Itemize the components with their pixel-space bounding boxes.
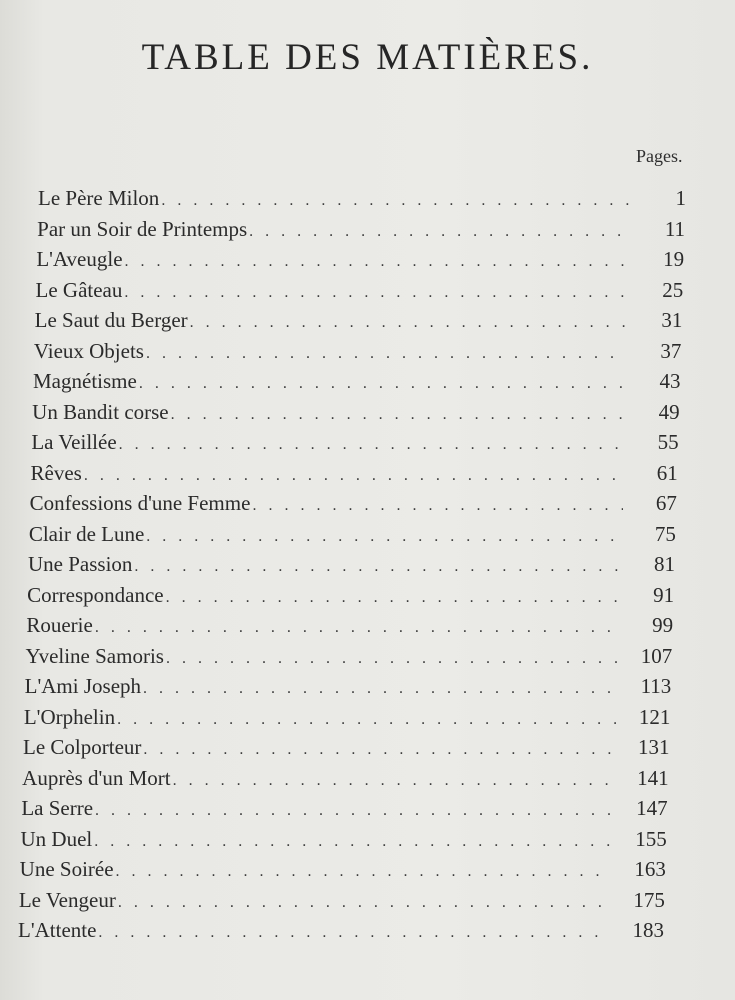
toc-entry-title: Une Soirée xyxy=(19,857,114,881)
toc-entry xyxy=(24,703,671,731)
toc-dot-leader xyxy=(94,828,613,856)
pages-column-label: Pages. xyxy=(636,146,683,166)
toc-entry-title: Par un Soir de Printemps xyxy=(37,216,248,241)
toc-entry xyxy=(30,489,677,517)
toc-dot-leader xyxy=(161,187,632,215)
toc-entry-page-number: 55 xyxy=(657,430,679,454)
toc-entry xyxy=(23,733,670,761)
toc-entry xyxy=(33,367,681,395)
toc-entry-page-number: 99 xyxy=(652,613,674,637)
toc-entry-page-number: 11 xyxy=(664,216,686,241)
toc-entry xyxy=(25,672,672,700)
toc-entry-page-number: 163 xyxy=(634,857,666,881)
toc-dot-leader xyxy=(125,248,631,276)
page-title: TABLE DES MATIÈRES. xyxy=(141,37,594,78)
toc-entry xyxy=(28,550,675,578)
toc-entry xyxy=(34,337,682,365)
toc-entry-title: Clair de Lune xyxy=(28,521,145,546)
toc-entry-title: Le Gâteau xyxy=(35,277,123,302)
toc-entry-page-number: 25 xyxy=(662,277,684,302)
toc-entry-page-number: 183 xyxy=(632,918,664,942)
toc-entry-page-number: 49 xyxy=(658,399,680,424)
toc-entry-page-number: 155 xyxy=(635,826,667,851)
toc-dot-leader xyxy=(98,919,610,947)
toc-entry-page-number: 91 xyxy=(653,582,675,607)
toc-entry-page-number: 121 xyxy=(638,704,671,729)
toc-entry xyxy=(26,611,673,639)
toc-entry-title: Vieux Objets xyxy=(33,338,144,363)
toc-dot-leader xyxy=(84,462,624,490)
toc-entry-title: Magnétisme xyxy=(33,369,137,393)
toc-entry xyxy=(37,215,685,243)
toc-entry-page-number: 175 xyxy=(633,887,665,912)
toc-entry-page-number: 107 xyxy=(640,643,673,668)
toc-entry-title: Le Vengeur xyxy=(18,887,116,912)
toc-entry xyxy=(36,245,684,273)
toc-dot-leader xyxy=(117,706,616,734)
toc-entry-title: L'Orphelin xyxy=(23,704,116,729)
toc-entry xyxy=(31,459,678,487)
toc-entry-title: Rouerie xyxy=(26,613,93,637)
toc-entry-page-number: 1 xyxy=(675,186,686,210)
toc-entry-page-number: 141 xyxy=(637,765,669,790)
toc-entry xyxy=(22,764,668,792)
toc-entry-title: Le Saut du Berger xyxy=(34,308,188,332)
toc-entry-title: Le Colporteur xyxy=(23,735,142,759)
toc-entry-title: Yveline Samoris xyxy=(25,643,164,668)
toc-entry-title: L'Attente xyxy=(18,918,97,942)
toc-entry-title: Rêves xyxy=(30,460,82,485)
toc-entry xyxy=(38,184,686,212)
toc-entry xyxy=(18,916,664,944)
toc-entry-page-number: 31 xyxy=(661,308,683,332)
toc-entry-title: L'Aveugle xyxy=(36,247,123,271)
toc-dot-leader xyxy=(95,614,619,642)
toc-entry-title: La Veillée xyxy=(31,430,117,454)
toc-entry-page-number: 131 xyxy=(638,735,670,759)
toc-entry xyxy=(21,825,667,853)
toc-entry xyxy=(29,520,676,548)
toc-entry xyxy=(20,855,666,883)
toc-entry-title: Auprès d'un Mort xyxy=(22,765,171,790)
toc-dot-leader xyxy=(95,797,614,825)
toc-dot-leader xyxy=(166,584,620,612)
toc-entry xyxy=(32,398,679,426)
toc-entry-page-number: 113 xyxy=(640,674,672,698)
toc-entry-page-number: 19 xyxy=(663,247,685,271)
toc-dot-leader xyxy=(190,309,629,337)
toc-dot-leader xyxy=(146,340,627,368)
toc-entry-page-number: 61 xyxy=(656,460,678,485)
toc-dot-leader xyxy=(146,523,622,551)
toc-entry-title: La Serre xyxy=(21,796,94,820)
toc-entry-title: L'Ami Joseph xyxy=(24,674,142,698)
toc-entry xyxy=(27,581,674,609)
toc-dot-leader xyxy=(171,401,626,429)
toc-dot-leader xyxy=(143,675,617,703)
toc-dot-leader xyxy=(124,279,629,307)
toc-entry xyxy=(35,306,683,334)
toc-dot-leader xyxy=(139,370,627,398)
toc-entry-page-number: 43 xyxy=(659,369,681,393)
toc-entry-title: Le Père Milon xyxy=(38,186,160,210)
toc-entry xyxy=(21,794,667,822)
toc-dot-leader xyxy=(119,431,625,459)
toc-entry-title: Confessions d'une Femme xyxy=(29,491,251,515)
toc-dot-leader xyxy=(143,736,615,764)
toc-dot-leader xyxy=(118,889,611,917)
toc-entry-page-number: 37 xyxy=(660,338,682,363)
toc-entry-page-number: 67 xyxy=(655,491,677,515)
toc-dot-leader xyxy=(116,858,612,886)
toc-dot-leader xyxy=(252,492,622,520)
toc-entry-title: Correspondance xyxy=(27,582,164,607)
toc-entry-title: Un Bandit corse xyxy=(32,399,169,424)
toc-entry-page-number: 147 xyxy=(636,796,668,820)
toc-dot-leader xyxy=(166,645,618,673)
toc-entry-page-number: 81 xyxy=(654,552,675,576)
toc-entry xyxy=(36,276,684,304)
toc-dot-leader xyxy=(134,553,621,581)
toc-dot-leader xyxy=(249,218,631,246)
toc-entry-title: Une Passion xyxy=(28,552,133,576)
toc-dot-leader xyxy=(173,767,615,795)
toc-entry-title: Un Duel xyxy=(20,826,93,851)
toc-entry-page-number: 75 xyxy=(654,521,676,546)
toc-entry xyxy=(19,886,665,914)
toc-entry xyxy=(26,642,673,670)
toc-entry xyxy=(31,428,678,456)
